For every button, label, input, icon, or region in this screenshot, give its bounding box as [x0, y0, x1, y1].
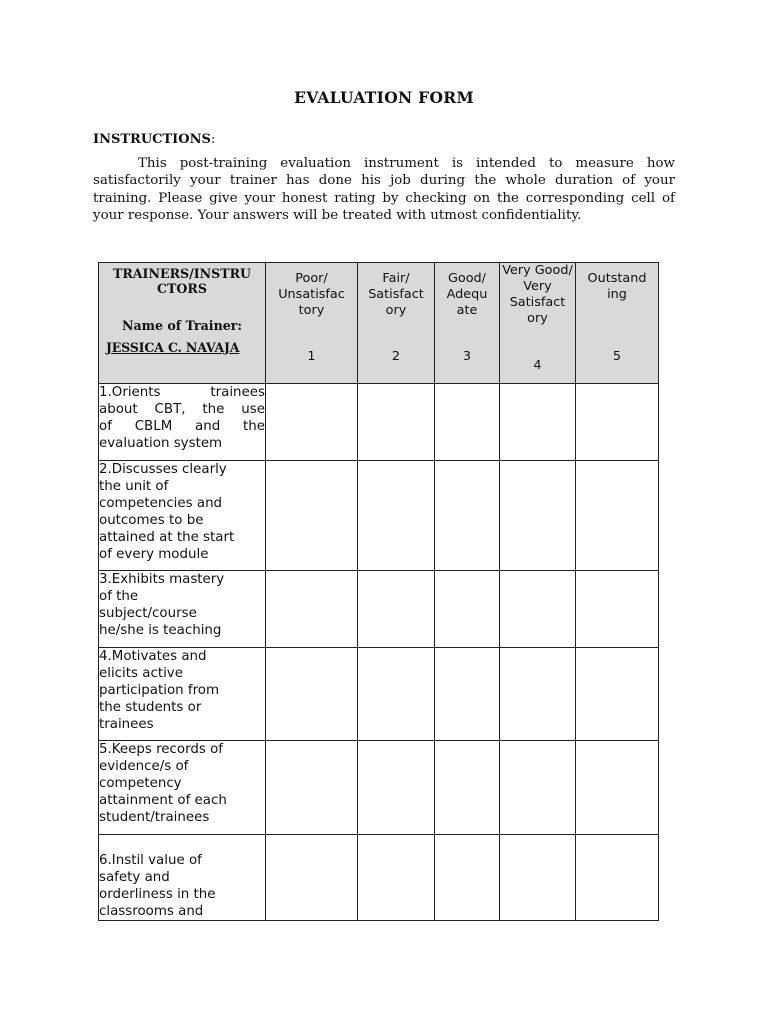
rating-number-2: 2: [391, 349, 401, 364]
criterion-line: competencies and: [99, 496, 223, 511]
rating-checkbox-cell[interactable]: [358, 461, 435, 571]
rating-checkbox-cell[interactable]: [266, 571, 358, 648]
rating-checkbox-cell[interactable]: [500, 741, 576, 835]
trainer-name: JESSICA C. NAVAJA: [106, 340, 240, 355]
criterion-line: trainees: [99, 717, 154, 732]
rating-label-3: Good/ Adequ ate: [446, 271, 488, 318]
rating-header-4: [500, 263, 576, 384]
rating-checkbox-cell[interactable]: [358, 835, 435, 921]
rating-checkbox-cell[interactable]: [576, 648, 659, 741]
table-row: [99, 835, 659, 921]
criterion-line: he/she is teaching: [99, 623, 222, 638]
instructions-text: This post-training evaluation instrument is intended to measure how satisfactorily your trainer has done his job during the whole duration of your training. Please give your honest rating by checking on the corresponding cell of your response. Your answers will be treated with utmost confidentiality.: [93, 156, 675, 224]
instructions-heading: [93, 132, 215, 147]
criterion-line: outcomes to be: [99, 513, 204, 528]
rating-checkbox-cell[interactable]: [576, 741, 659, 835]
criterion-line: participation from: [99, 683, 220, 698]
criterion-line: of the: [99, 589, 139, 604]
rating-checkbox-cell[interactable]: [435, 835, 500, 921]
rating-number-1: 1: [307, 349, 316, 364]
rating-header-5: [576, 263, 659, 384]
criterion-line: subject/course: [99, 606, 197, 621]
criterion-line: attainment of each: [99, 793, 227, 808]
criterion-line: 3.Exhibits mastery: [99, 572, 225, 587]
evaluation-table: [98, 262, 659, 921]
criterion-line: of CBLM and the: [99, 419, 265, 434]
table-row: [99, 461, 659, 571]
criterion-line: 1.Orients trainees: [99, 385, 265, 400]
rating-header-2: [358, 263, 435, 384]
rating-checkbox-cell[interactable]: [500, 571, 576, 648]
rating-checkbox-cell[interactable]: [576, 384, 659, 461]
instructions-label: INSTRUCTIONS: [93, 132, 211, 147]
rating-checkbox-cell[interactable]: [435, 461, 500, 571]
instructions-paragraph: [93, 155, 675, 225]
rating-number-4: 4: [533, 358, 542, 373]
criterion-line: elicits active: [99, 666, 183, 681]
criterion-line: orderliness in the: [99, 887, 216, 902]
criterion-line: the students or: [99, 700, 202, 715]
rating-checkbox-cell[interactable]: [576, 835, 659, 921]
rating-checkbox-cell[interactable]: [435, 648, 500, 741]
rating-checkbox-cell[interactable]: [500, 461, 576, 571]
criterion-line: attained at the start: [99, 530, 235, 545]
criterion-line: the unit of: [99, 479, 169, 494]
rating-checkbox-cell[interactable]: [358, 571, 435, 648]
name-of-trainer-label: Name of Trainer:: [121, 318, 243, 333]
rating-checkbox-cell[interactable]: [576, 571, 659, 648]
criterion-line: safety and: [99, 870, 170, 885]
criterion-line: about CBT, the use: [99, 402, 265, 417]
rating-label-1: Poor/ Unsatisfac tory: [278, 271, 345, 318]
rating-checkbox-cell[interactable]: [435, 741, 500, 835]
rating-checkbox-cell[interactable]: [358, 741, 435, 835]
rating-checkbox-cell[interactable]: [435, 571, 500, 648]
criterion-line: evidence/s of: [99, 759, 189, 774]
criterion-line: 4.Motivates and: [99, 649, 207, 664]
rating-checkbox-cell[interactable]: [576, 461, 659, 571]
rating-label-4: Very Good/ Very Satisfact ory: [502, 263, 573, 326]
criterion-cell-2: [99, 461, 266, 571]
rating-checkbox-cell[interactable]: [500, 384, 576, 461]
instructions-colon: :: [210, 132, 216, 147]
rating-label-5: Outstand ing: [587, 271, 647, 302]
rating-header-1: [266, 263, 358, 384]
criterion-line: classrooms and: [99, 904, 204, 919]
trainer-header-cell: [99, 263, 266, 384]
rating-checkbox-cell[interactable]: [358, 648, 435, 741]
rating-number-3: 3: [462, 349, 472, 364]
criterion-line: 5.Keeps records of: [99, 742, 224, 757]
table-header-row: [99, 263, 659, 384]
rating-checkbox-cell[interactable]: [500, 835, 576, 921]
criterion-line: evaluation system: [99, 436, 223, 451]
criterion-cell-6: [99, 835, 266, 921]
rating-checkbox-cell[interactable]: [500, 648, 576, 741]
page-title: EVALUATION FORM: [294, 88, 474, 107]
criterion-line: 6.Instil value of: [99, 853, 202, 868]
rating-number-5: 5: [612, 349, 622, 364]
rating-checkbox-cell[interactable]: [266, 741, 358, 835]
criterion-line: student/trainees: [99, 810, 210, 825]
rating-checkbox-cell[interactable]: [266, 835, 358, 921]
criterion-line: 2.Discusses clearly: [99, 462, 227, 477]
rating-header-3: [435, 263, 500, 384]
table-row: [99, 384, 659, 461]
table-row: [99, 648, 659, 741]
table-row: [99, 741, 659, 835]
rating-checkbox-cell[interactable]: [435, 384, 500, 461]
criterion-cell-1: [99, 384, 266, 461]
criterion-line: competency: [99, 776, 182, 791]
criterion-cell-5: [99, 741, 266, 835]
table-row: [99, 571, 659, 648]
rating-label-2: Fair/ Satisfact ory: [368, 271, 424, 318]
rating-checkbox-cell[interactable]: [266, 384, 358, 461]
criterion-line: of every module: [99, 547, 209, 562]
criterion-cell-3: [99, 571, 266, 648]
rating-checkbox-cell[interactable]: [358, 384, 435, 461]
trainer-header-label: TRAINERS/INSTRU CTORS: [112, 266, 252, 296]
criterion-cell-4: [99, 648, 266, 741]
rating-checkbox-cell[interactable]: [266, 648, 358, 741]
rating-checkbox-cell[interactable]: [266, 461, 358, 571]
